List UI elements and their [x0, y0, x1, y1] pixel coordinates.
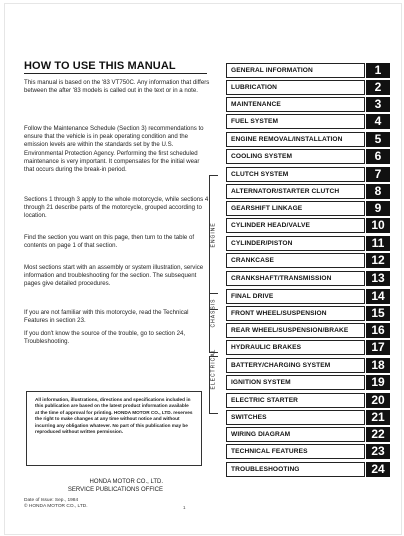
section-row[interactable]	[226, 289, 392, 304]
section-row[interactable]	[226, 97, 392, 112]
section-label[interactable]: ALTERNATOR/STARTER CLUTCH	[226, 184, 365, 199]
section-row[interactable]	[226, 253, 392, 268]
section-row[interactable]	[226, 410, 392, 425]
section-row[interactable]	[226, 80, 392, 95]
section-row[interactable]	[226, 218, 392, 233]
section-tab[interactable]: 19	[366, 375, 390, 390]
section-tab[interactable]: 23	[366, 444, 390, 459]
electrical-group-bracket	[209, 348, 218, 414]
section-label[interactable]: CRANKCASE	[226, 253, 365, 268]
section-label[interactable]: LUBRICATION	[226, 80, 365, 95]
page-number: 1	[183, 505, 186, 510]
section-tab[interactable]: 14	[366, 289, 390, 304]
section-row[interactable]	[226, 375, 392, 390]
section-label[interactable]: TECHNICAL FEATURES	[226, 444, 365, 459]
section-row[interactable]	[226, 114, 392, 129]
section-tab[interactable]: 17	[366, 340, 390, 355]
section-label[interactable]: CRANKSHAFT/TRANSMISSION	[226, 271, 365, 286]
section-row[interactable]	[226, 132, 392, 147]
section-label[interactable]: FRONT WHEEL/SUSPENSION	[226, 306, 365, 321]
section-row[interactable]	[226, 236, 392, 251]
section-row[interactable]	[226, 323, 392, 338]
find-section-paragraph: Find the section you want on this page, then turn to the table of contents on page 1 of that section.	[24, 234, 195, 250]
section-tab[interactable]: 21	[366, 410, 390, 425]
section-label[interactable]: SWITCHES	[226, 410, 365, 425]
section-tab[interactable]: 22	[366, 427, 390, 442]
section-label[interactable]: ELECTRIC STARTER	[226, 393, 365, 408]
section-row[interactable]	[226, 427, 392, 442]
section-label[interactable]: CLUTCH SYSTEM	[226, 167, 365, 182]
issue-date: Date of Issue: Sep., 1984	[24, 498, 79, 503]
section-row[interactable]	[226, 184, 392, 199]
section-label[interactable]: CYLINDER HEAD/VALVE	[226, 218, 365, 233]
engine-group-label: ENGINE	[210, 221, 217, 247]
chassis-group-label: CHASSIS	[210, 298, 217, 328]
section-label[interactable]: FUEL SYSTEM	[226, 114, 365, 129]
section-tab[interactable]: 4	[366, 114, 390, 129]
section-label[interactable]: FINAL DRIVE	[226, 289, 365, 304]
section-tab[interactable]: 2	[366, 80, 390, 95]
section-row[interactable]	[226, 358, 392, 373]
section-tab[interactable]: 1	[366, 63, 390, 78]
sections-paragraph: Sections 1 through 3 apply to the whole motorcycle, while sections 4 through 21 describe parts of the motorcycle, grouped according to location.	[24, 196, 209, 220]
section-label[interactable]: CYLINDER/PISTON	[226, 236, 365, 251]
section-tab[interactable]: 5	[366, 132, 390, 147]
section-tab[interactable]: 7	[366, 167, 390, 182]
section-label[interactable]: ENGINE REMOVAL/INSTALLATION	[226, 132, 365, 147]
section-tab[interactable]: 15	[366, 306, 390, 321]
section-tab[interactable]: 13	[366, 271, 390, 286]
section-label[interactable]: GENERAL INFORMATION	[226, 63, 365, 78]
manual-title: HOW TO USE THIS MANUAL	[24, 60, 176, 72]
section-tab[interactable]: 6	[366, 149, 390, 164]
notice-box	[26, 391, 202, 466]
section-row[interactable]	[226, 393, 392, 408]
section-label[interactable]: WIRING DIAGRAM	[226, 427, 365, 442]
section-label[interactable]: BATTERY/CHARGING SYSTEM	[226, 358, 365, 373]
title-rule	[24, 73, 207, 74]
engine-group-bracket	[209, 175, 218, 310]
section-row[interactable]	[226, 149, 392, 164]
section-row[interactable]	[226, 63, 392, 78]
section-label[interactable]: IGNITION SYSTEM	[226, 375, 365, 390]
office-name: SERVICE PUBLICATIONS OFFICE	[67, 487, 163, 493]
section-tab[interactable]: 12	[366, 253, 390, 268]
issue-footer	[24, 498, 88, 510]
section-tab[interactable]: 24	[366, 462, 390, 477]
section-tab[interactable]: 3	[366, 97, 390, 112]
chassis-group-bracket	[209, 293, 218, 353]
section-tab[interactable]: 9	[366, 201, 390, 216]
section-row[interactable]	[226, 167, 392, 182]
notice-text: All information, illustrations, directions and specifications included in this publication are based on the latest product information available at the time of approval for printing. HONDA MOTOR CO., LTD. reserves the right to make changes at any time without notice and without incurring any obligation whatever. No part of this publication may be reproduced without written permission.	[35, 397, 193, 435]
section-tab[interactable]: 8	[366, 184, 390, 199]
section-tab[interactable]: 11	[366, 236, 390, 251]
section-label[interactable]: COOLING SYSTEM	[226, 149, 365, 164]
section-tab[interactable]: 20	[366, 393, 390, 408]
company-name: HONDA MOTOR CO., LTD.	[89, 479, 163, 485]
section-row[interactable]	[226, 306, 392, 321]
section-label[interactable]: GEARSHIFT LINKAGE	[226, 201, 365, 216]
section-tab[interactable]: 16	[366, 323, 390, 338]
section-label[interactable]: HYDRAULIC BRAKES	[226, 340, 365, 355]
troubleshooting-paragraph: If you don't know the source of the trouble, go to section 24, Troubleshooting.	[24, 330, 186, 346]
section-label[interactable]: MAINTENANCE	[226, 97, 365, 112]
section-structure-paragraph: Most sections start with an assembly or system illustration, service information and troubleshooting for the section. The subsequent pages give detailed procedures.	[24, 264, 204, 288]
intro-paragraph: This manual is based on the '83 VT750C. Any information that differs between the after '83 models is called out in the text or in a note.	[24, 79, 210, 95]
section-tab[interactable]: 10	[366, 218, 390, 233]
section-label[interactable]: REAR WHEEL/SUSPENSION/BRAKE	[226, 323, 365, 338]
section-row[interactable]	[226, 340, 392, 355]
section-tab[interactable]: 18	[366, 358, 390, 373]
copyright: © HONDA MOTOR CO., LTD.	[24, 504, 88, 509]
technical-features-paragraph: If you are not familiar with this motorcycle, read the Technical Features in section 23.	[24, 309, 189, 325]
section-row[interactable]	[226, 201, 392, 216]
section-label[interactable]: TROUBLESHOOTING	[226, 462, 365, 477]
electrical-group-label: ELECTRICAL	[210, 348, 217, 390]
section-row[interactable]	[226, 462, 392, 477]
maintenance-paragraph: Follow the Maintenance Schedule (Section 3) recommendations to ensure that the vehicle is in peak operating condition and the emission levels are within the standards set by the U.S. Environmental Protection Agency. Performing the first scheduled maintenance is very important. It compensates for the initial wear that occurs during the break-in period.	[24, 125, 204, 174]
section-row[interactable]	[226, 444, 392, 459]
section-row[interactable]	[226, 271, 392, 286]
